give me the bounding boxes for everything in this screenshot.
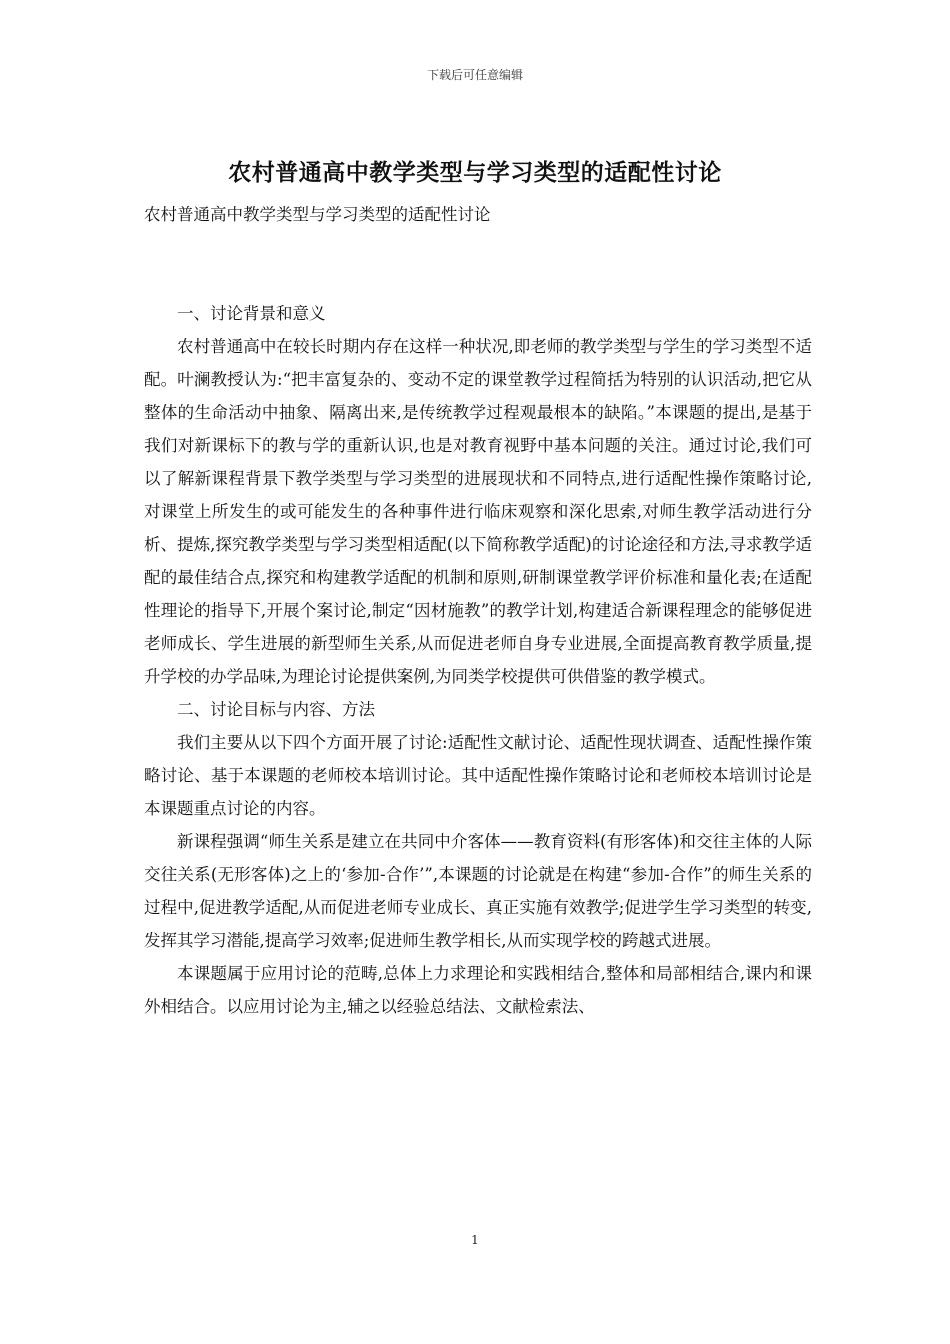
paragraph-background: 农村普通高中在较长时期内存在这样一种状况,即老师的教学类型与学生的学习类型不适配。叶澜教授认为:“把丰富复杂的、变动不定的课堂教学过程简括为特别的认识活动,把它从整体的生命活动中抽象、隔离出来,是传统教学过程观最根本的缺陷。”本课题的提出,是基于我们对新课标下的教与学的重新认识,也是对教育视野中基本问题的关注。通过讨论,我们可以了解新课程背景下教学类型与学习类型的进展现状和不同特点,进行适配性操作策略讨论,对课堂上所发生的或可能发生的各种事件进行临床观察和深化思索,对师生教学活动进行分析、提炼,探究教学类型与学习类型相适配(以下简称教学适配)的讨论途径和方法,寻求教学适配的最佳结合点,探究和构建教学适配的机制和原则,研制课堂教学评价标准和量化表;在适配性理论的指导下,开展个案讨论,制定“因材施教”的教学计划,构建适合新课程理念的能够促进老师成长、学生进展的新型师生关系,从而促进老师自身专业进展,全面提高教育教学质量,提升学校的办学品味,为理论讨论提供案例,为同类学校提供可供借鉴的教学模式。 (144, 337, 812, 686)
paragraph-teacher-student-relation: 新课程强调“师生关系是建立在共同中介客体——教育资料(有形客体)和交往主体的人际交往关系(无形客体)之上的‘参加-合作’”,本课题的讨论就是在构建“参加-合作”的师生关系的过程中,促进教学适配,从而促进老师专业成长、真正实施有效教学;促进学生学习类型的转变,发挥其学习潜能,提高学习效率;促进师生教学相长,从而实现学校的跨越式进展。 (144, 832, 812, 950)
header-note: 下载后可任意编辑 (426, 68, 523, 82)
document-subtitle: 农村普通高中教学类型与学习类型的适配性讨论 (144, 205, 491, 224)
paragraph-methods: 本课题属于应用讨论的范畴,总体上力求理论和实践相结合,整体和局部相结合,课内和课外相结合。以应用讨论为主,辅之以经验总结法、文献检索法、 (144, 964, 812, 1016)
document-title: 农村普通高中教学类型与学习类型的适配性讨论 (228, 160, 722, 186)
paragraph-research-areas: 我们主要从以下四个方面开展了讨论:适配性文献讨论、适配性现状调查、适配性操作策略讨论、基于本课题的老师校本培训讨论。其中适配性操作策略讨论和老师校本培训讨论是本课题重点讨论的内容。 (144, 733, 812, 818)
section-heading-2: 二、讨论目标与内容、方法 (177, 700, 375, 719)
document-body (144, 198, 812, 1023)
blank-line (144, 231, 812, 297)
section-heading-1: 一、讨论背景和意义 (177, 304, 326, 323)
page-number: 1 (471, 1233, 479, 1247)
